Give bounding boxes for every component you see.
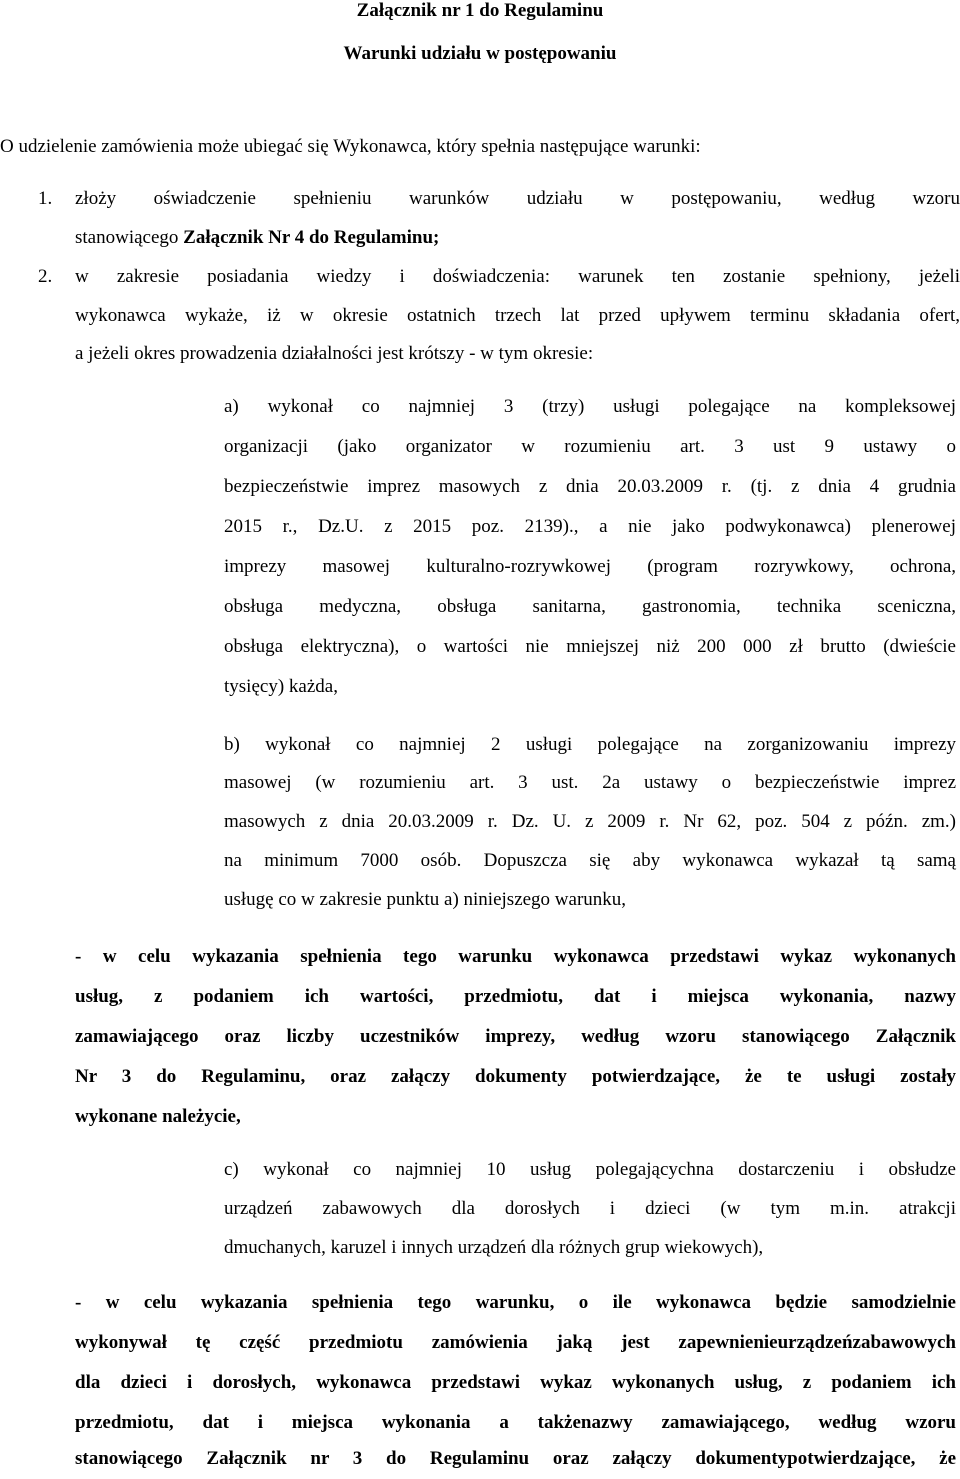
item-2-number: 2. [38,266,53,287]
condition-c-evidence-line: stanowiącego Załącznik nr 3 do Regulaminu oraz załączy dokumentypotwierdzające, że [75,1448,956,1469]
document-title: Załącznik nr 1 do Regulaminu [356,0,604,21]
condition-c-line: urządzeń zabawowych dla dorosłych i dzieci (w tym m.in. atrakcji [224,1198,956,1219]
condition-a-line: 2015 r., Dz.U. z 2015 poz. 2139)., a nie jako podwykonawca) plenerowej [224,516,956,537]
condition-b-evidence-line: Nr 3 do Regulaminu, oraz załączy dokumenty potwierdzające, że te usługi zostały [75,1066,956,1087]
condition-c-line: c) wykonał co najmniej 10 usług polegającychna dostarczeniu i obsłudze [224,1159,956,1180]
condition-b-line: b) wykonał co najmniej 2 usługi polegające na zorganizowaniu imprezy [224,734,956,755]
condition-b-line: masowych z dnia 20.03.2009 r. Dz. U. z 2009 r. Nr 62, poz. 504 z późn. zm.) [224,811,956,832]
item-2-line: w zakresie posiadania wiedzy i doświadczenia: warunek ten zostanie spełniony, jeżeli [75,266,960,287]
annex-4-reference: Załącznik Nr 4 do Regulaminu; [183,227,440,248]
intro-paragraph: O udzielenie zamówienia może ubiegać się Wykonawca, który spełnia następujące warunki: [0,136,701,157]
condition-c-evidence-line: - w celu wykazania spełnienia tego warunku, o ile wykonawca będzie samodzielnie [75,1292,956,1313]
condition-b-evidence-line: usług, z podaniem ich wartości, przedmiotu, dat i miejsca wykonania, nazwy [75,986,956,1007]
item-1-line: stanowiącego Załącznik Nr 4 do Regulaminu; [75,227,440,248]
condition-a-line: bezpieczeństwie imprez masowych z dnia 20.03.2009 r. (tj. z dnia 4 grudnia [224,476,956,497]
condition-a-line: tysięcy) każda, [224,676,338,697]
condition-b-evidence-line: zamawiającego oraz liczby uczestników imprezy, według wzoru stanowiącego Załącznik [75,1026,956,1047]
condition-c-line: dmuchanych, karuzel i innych urządzeń dla różnych grup wiekowych), [224,1237,764,1258]
condition-a-line: organizacji (jako organizator w rozumieniu art. 3 ust 9 ustawy o [224,436,956,457]
document-subtitle: Warunki udziału w postępowaniu [343,43,617,64]
condition-c-evidence-line: przedmiotu, dat i miejsca wykonania a takżenazwy zamawiającego, według wzoru [75,1412,956,1433]
item-2-line: a jeżeli okres prowadzenia działalności jest krótszy - w tym okresie: [75,343,594,364]
condition-a-line: a) wykonał co najmniej 3 (trzy) usługi polegające na kompleksowej [224,396,956,417]
condition-b-line: masowej (w rozumieniu art. 3 ust. 2a ustawy o bezpieczeństwie imprez [224,772,956,793]
condition-a-line: obsługa medyczna, obsługa sanitarna, gastronomia, technika sceniczna, [224,596,956,617]
condition-b-line: usługę co w zakresie punktu a) niniejszego warunku, [224,889,627,910]
item-1-number: 1. [38,188,53,209]
condition-b-evidence-line: wykonane należycie, [75,1106,241,1127]
condition-b-evidence-line: - w celu wykazania spełnienia tego warunku wykonawca przedstawi wykaz wykonanych [75,946,956,967]
condition-b-line: na minimum 7000 osób. Dopuszcza się aby wykonawca wykazał tą samą [224,850,956,871]
condition-a-line: imprezy masowej kulturalno-rozrywkowej (program rozrywkowy, ochrona, [224,556,956,577]
condition-c-evidence-line: dla dzieci i dorosłych, wykonawca przedstawi wykaz wykonanych usług, z podaniem ich [75,1372,956,1393]
condition-c-evidence-line: wykonywał tę część przedmiotu zamówienia jaką jest zapewnienieurządzeńzabawowych [75,1332,956,1353]
item-1-line: złoży oświadczenie spełnieniu warunków udziału w postępowaniu, według wzoru [75,188,960,209]
condition-a-line: obsługa elektryczna), o wartości nie mniejszej niż 200 000 zł brutto (dwieście [224,636,956,657]
item-2-line: wykonawca wykaże, iż w okresie ostatnich trzech lat przed upływem terminu składania ofert, [75,305,960,326]
